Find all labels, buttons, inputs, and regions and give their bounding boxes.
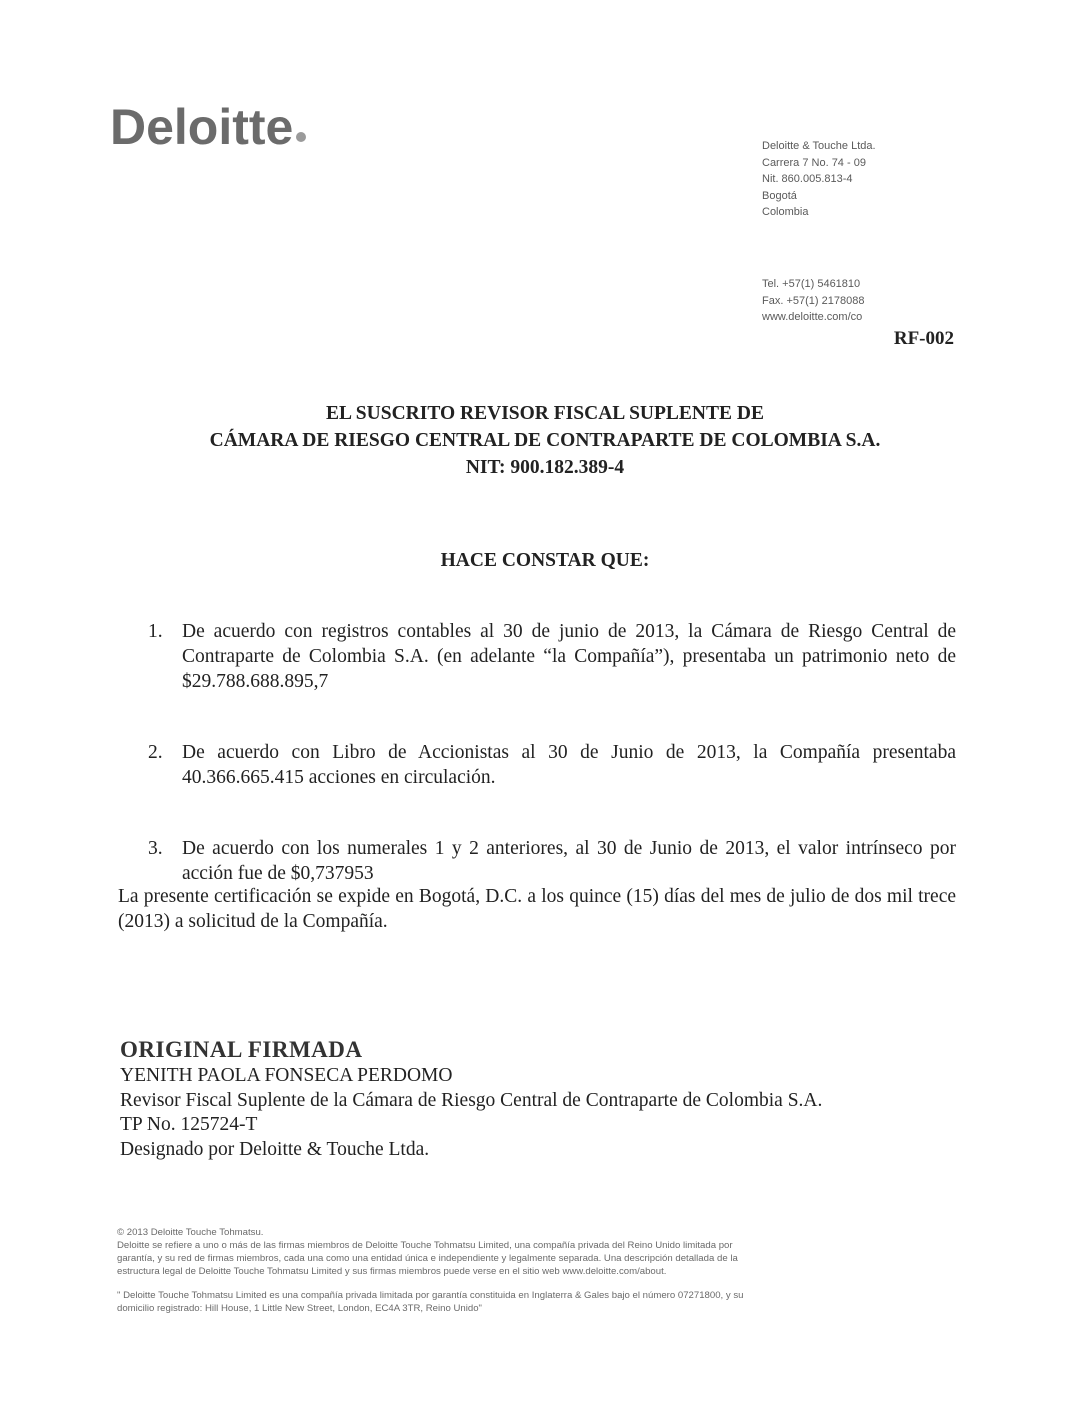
document-subheading: HACE CONSTAR QUE: — [440, 550, 650, 571]
letterhead-address — [762, 138, 876, 221]
signed-label: ORIGINAL FIRMADA — [120, 1037, 363, 1062]
item-text: De acuerdo con los numerales 1 y 2 anteriores, al 30 de Junio de 2013, el valor intrínseco por acción fue de $0,737953 — [182, 838, 956, 884]
item-text: De acuerdo con registros contables al 30 de junio de 2013, la Cámara de Riesgo Central de Contraparte de Colombia S.A. (en adelante “la Compañía”), presentaba un patrimonio neto de $29.788.688.895,7 — [182, 621, 956, 692]
address-line: Nit. 860.005.813-4 — [762, 173, 853, 185]
signature-block — [120, 1064, 822, 1162]
legal-footer — [117, 1226, 767, 1315]
letterhead-contact — [762, 276, 864, 326]
heading-line-1: EL SUSCRITO REVISOR FISCAL SUPLENTE DE — [326, 403, 764, 424]
list-item — [148, 619, 956, 694]
footer-copyright: © 2013 Deloitte Touche Tohmatsu. — [117, 1227, 264, 1238]
deloitte-logo — [110, 98, 306, 156]
signer-designation: Designado por Deloitte & Touche Ltda. — [120, 1138, 430, 1160]
contact-website: www.deloitte.com/co — [762, 311, 863, 323]
heading-line-2: CÁMARA DE RIESGO CENTRAL DE CONTRAPARTE DE COLOMBIA S.A. — [209, 430, 881, 451]
footer-paragraph-2: " Deloitte Touche Tohmatsu Limited es una compañía privada limitada por garantía constituida en Inglaterra & Gales bajo el número 07271800, y su domicilio registrado: Hill House, 1 Little New Street, London, EC4A 3TR, Reino Unido" — [117, 1290, 744, 1314]
heading-line-3: NIT: 900.182.389-4 — [465, 457, 625, 478]
item-number: 1. — [148, 621, 163, 642]
address-line: Bogotá — [762, 189, 797, 202]
address-line: Carrera 7 No. 74 - 09 — [762, 156, 866, 169]
item-text: De acuerdo con Libro de Accionistas al 30 de Junio de 2013, la Compañía presentaba 40.366.665.415 acciones en circulación. — [182, 742, 956, 788]
signer-role: Revisor Fiscal Suplente de la Cámara de Riesgo Central de Contraparte de Colombia S.A. — [120, 1089, 823, 1111]
closing-paragraph: La presente certificación se expide en Bogotá, D.C. a los quince (15) días del mes de julio de dos mil trece (2013) a solicitud de la Compañía. — [118, 886, 956, 932]
footer-spacer — [117, 1278, 767, 1289]
item-number: 2. — [148, 742, 163, 763]
list-item — [148, 836, 956, 886]
document-heading — [120, 400, 970, 481]
address-line: Colombia — [762, 206, 809, 218]
footer-paragraph-1: Deloitte se refiere a uno o más de las firmas miembros de Deloitte Touche Tohmatsu Limited, una compañía privada del Reino Unido limitada por garantía, y su red de firmas miembros, cada una como una entidad única e independiente y legalmente separada. Una descripción detallada de la estructura legal de Deloitte Touche Tohmatsu Limited y sus firmas miembros puede verse en el sitio web www.deloitte.com/about. — [117, 1240, 738, 1277]
item-number: 3. — [148, 838, 163, 859]
logo-wordmark: Deloitte — [110, 99, 294, 155]
document-code: RF-002 — [893, 328, 954, 349]
contact-fax: Fax. +57(1) 2178088 — [762, 294, 865, 307]
address-line: Deloitte & Touche Ltda. — [762, 140, 876, 152]
contact-phone: Tel. +57(1) 5461810 — [762, 278, 861, 290]
logo-dot-icon — [296, 132, 306, 142]
list-item — [148, 740, 956, 790]
signer-name: YENITH PAOLA FONSECA PERDOMO — [120, 1065, 453, 1086]
signer-tp: TP No. 125724-T — [120, 1114, 258, 1135]
